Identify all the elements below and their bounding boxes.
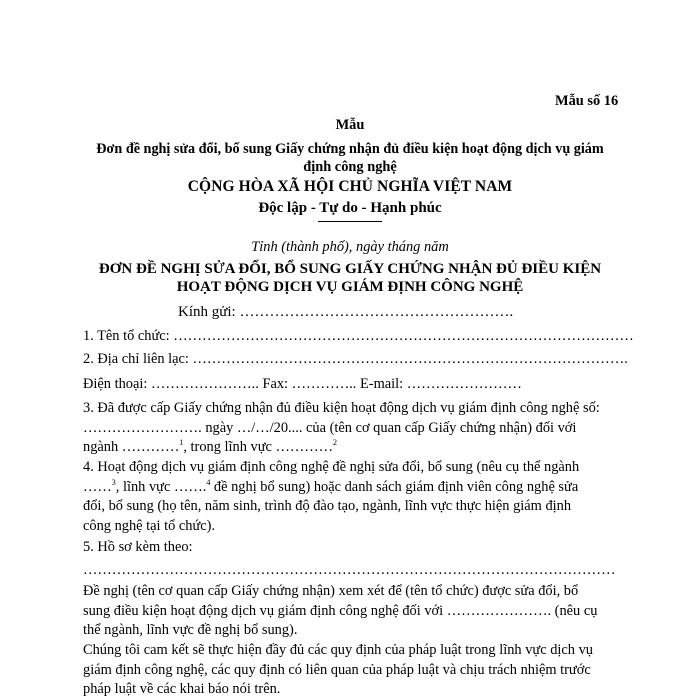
commit-line3: pháp luật về các khai báo nói trên. bbox=[83, 681, 281, 697]
item-4-line3: đổi, bổ sung (họ tên, năm sinh, trình độ đào tạo, ngành, lĩnh vực thực hiện giám định bbox=[83, 498, 572, 514]
nation-heading: CỘNG HÒA XÃ HỘI CHỦ NGHĨA VIỆT NAM bbox=[187, 178, 513, 195]
addressee: Kính gửi: ………………………………………………. bbox=[178, 304, 514, 320]
request-line1: Đề nghị (tên cơ quan cấp Giấy chứng nhận) xem xét để (tên tổ chức) được sửa đổi, bổ bbox=[83, 583, 579, 599]
item-3-line3a: ngành ………… bbox=[83, 439, 180, 455]
item-4-line2 bbox=[83, 477, 579, 498]
item-4-line2a: …… bbox=[83, 478, 112, 495]
commit-line2: giám định công nghệ, các quy định có liên quan của pháp luật và chịu trách nhiệm trước bbox=[83, 661, 591, 678]
item-4-activity bbox=[83, 458, 580, 536]
footnote-3: 3 bbox=[111, 477, 116, 487]
commit-line1: Chúng tôi cam kết sẽ thực hiện đầy đủ các quy định của pháp luật trong lĩnh vực dịch vụ bbox=[83, 642, 593, 658]
item-1-org-name: 1. Tên tổ chức: …………………………………………………………………………………… bbox=[83, 328, 634, 344]
form-number: Mẫu số 16 bbox=[555, 93, 619, 109]
item-3-line3 bbox=[83, 438, 538, 458]
item-4-line2b: , lĩnh vực ……. bbox=[115, 478, 207, 495]
header-divider bbox=[318, 221, 382, 222]
place-date: Tỉnh (thành phố), ngày tháng năm bbox=[251, 239, 449, 255]
request-line3: thể ngành, lĩnh vực đề nghị bổ sung). bbox=[83, 622, 298, 638]
commitment-paragraph bbox=[83, 641, 593, 700]
motto: Độc lập - Tự do - Hạnh phúc bbox=[258, 200, 442, 216]
phone-fax-email: Điện thoại: ………………….. Fax: ………….. E-mail: …………………… bbox=[83, 376, 522, 392]
footnote-2: 2 bbox=[333, 438, 338, 447]
form-title-line2: định công nghệ bbox=[303, 159, 397, 175]
form-label: Mẫu bbox=[335, 117, 365, 133]
main-title-line1: ĐƠN ĐỀ NGHỊ SỬA ĐỔI, BỔ SUNG GIẤY CHỨNG NHẬN ĐỦ ĐIỀU KIỆN bbox=[98, 261, 602, 277]
footnote-4: 4 bbox=[206, 477, 211, 487]
item-3-line3b: , trong lĩnh vực ………… bbox=[183, 439, 334, 455]
item-4-line4: công nghệ tại tổ chức). bbox=[83, 517, 216, 534]
item-4-line2c: đề nghị bổ sung) hoặc danh sách giám định viên công nghệ sửa bbox=[210, 478, 579, 495]
item-3-certificate bbox=[83, 399, 600, 458]
item-3-line2: ……………………. ngày …/…/20.... của (tên cơ quan cấp Giấy chứng nhận) đối với bbox=[83, 419, 577, 436]
request-line2: sung điều kiện hoạt động dịch vụ giám định công nghệ đối với …………………. (nêu cụ bbox=[83, 602, 598, 619]
item-4-line1: 4. Hoạt động dịch vụ giám định công nghệ đề nghị sửa đổi, bổ sung (nêu cụ thể ngành bbox=[83, 459, 580, 475]
request-paragraph bbox=[83, 582, 598, 641]
item-2-address: 2. Địa chỉ liên lạc: ………………………………………………………………………………. bbox=[83, 351, 628, 367]
item-5-attachments: 5. Hồ sơ kèm theo: bbox=[83, 539, 193, 555]
main-title-line2: HOẠT ĐỘNG DỊCH VỤ GIÁM ĐỊNH CÔNG NGHỆ bbox=[176, 279, 524, 295]
form-title-line1: Đơn đề nghị sửa đổi, bổ sung Giấy chứng nhận đủ điều kiện hoạt động dịch vụ giám bbox=[96, 141, 604, 157]
footnote-1: 1 bbox=[179, 438, 184, 447]
item-3-line1: 3. Đã được cấp Giấy chứng nhận đủ điều kiện hoạt động dịch vụ giám định công nghệ số: bbox=[83, 400, 600, 416]
item-5-dots: ………………………………………………………………………………………………… bbox=[83, 562, 616, 578]
